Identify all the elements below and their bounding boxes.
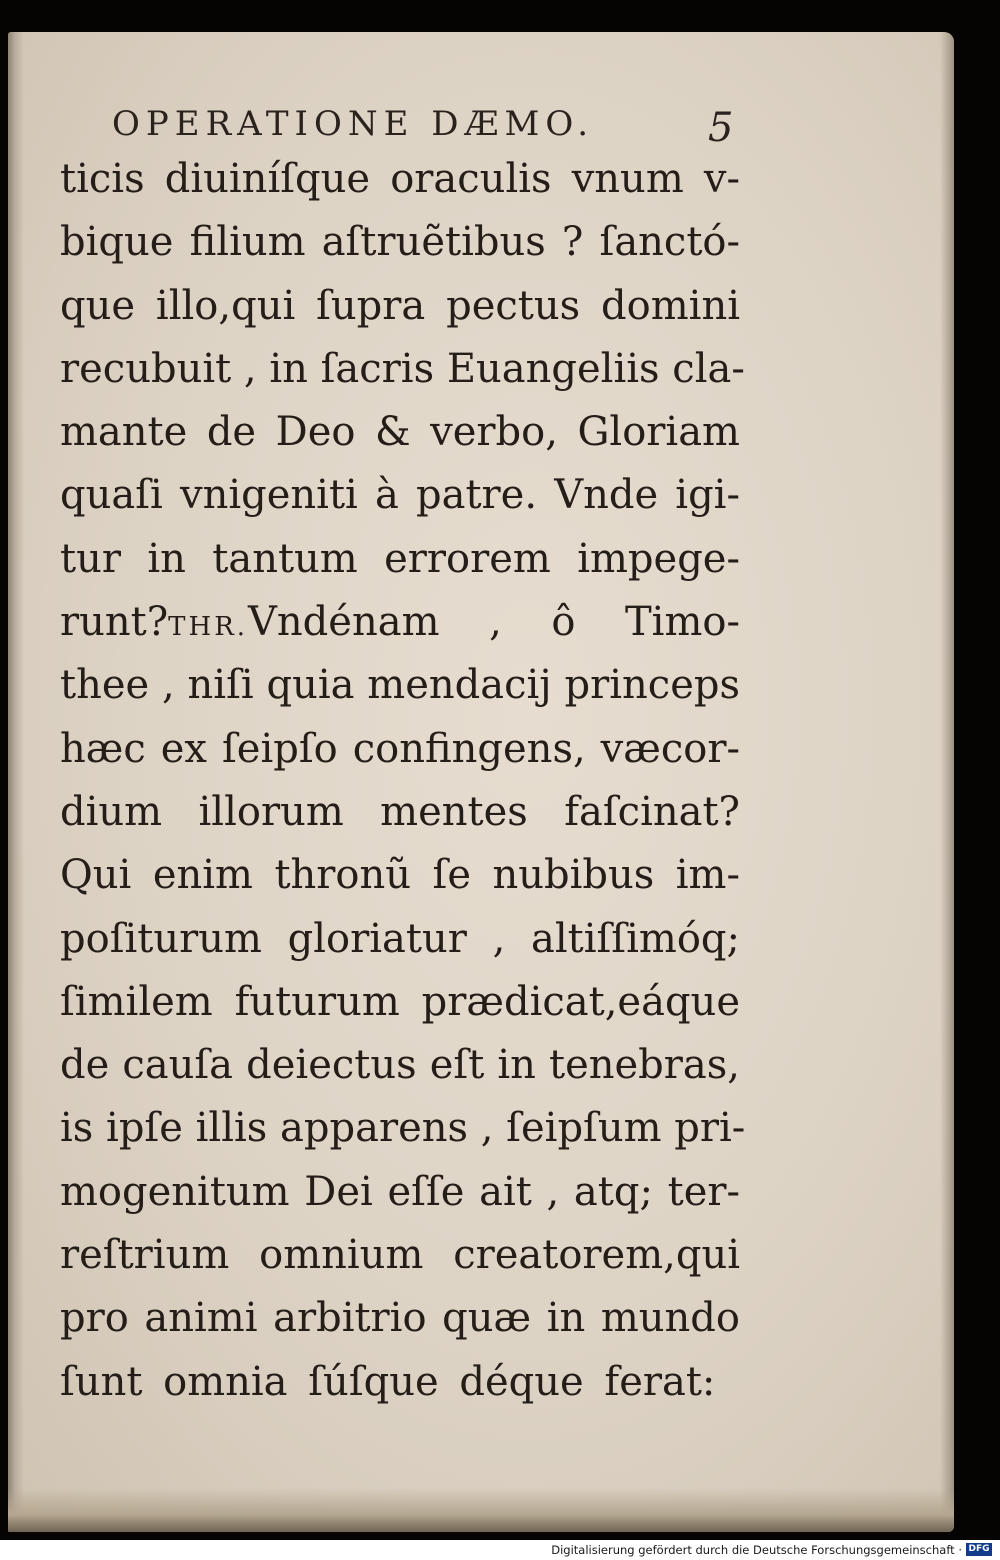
text-line: mogenitum Dei eſſe ait , atq; ter- bbox=[60, 1168, 740, 1215]
page-bottom-shadow bbox=[8, 1488, 954, 1532]
text-line: reſtrium omnium creatorem,qui bbox=[60, 1232, 740, 1279]
text-line: ticis diuiníſque oraculis vnum v- bbox=[60, 156, 740, 202]
text-line: de cauſa deiectus eſt in tenebras, bbox=[60, 1042, 740, 1089]
text-line: ſimilem futurum prædicat,eáque bbox=[60, 978, 740, 1025]
text-line-speaker bbox=[60, 591, 740, 654]
text-line: hæc ex ſeipſo confingens, væcor- bbox=[60, 725, 740, 772]
text-line: bique filium aſtruẽtibus ? ſanctó- bbox=[60, 219, 740, 266]
text-line: quaſi vnigeniti à patre. Vnde igi- bbox=[60, 472, 740, 519]
text-line: Qui enim thronũ ſe nubibus im- bbox=[60, 852, 740, 899]
text-line: pro animi arbitrio quæ in mundo bbox=[60, 1295, 740, 1342]
text-line: is ipſe illis apparens , ſeipſum pri- bbox=[60, 1105, 746, 1152]
text-line: ſunt omnia ſúſque déque ferat: bbox=[60, 1358, 716, 1405]
text-fragment: runt? bbox=[60, 599, 169, 646]
running-head-title: OPERATIONE DÆMO. bbox=[112, 104, 595, 144]
text-line: tur in tantum errorem impege- bbox=[60, 535, 740, 582]
funding-credit: Digitalisierung gefördert durch die Deutsche Forschungsgemeinschaft · bbox=[551, 1543, 962, 1557]
page-number: 5 bbox=[708, 105, 734, 151]
speaker-label: THR. bbox=[168, 612, 249, 643]
text-line: thee , niſi quia mendacij princeps bbox=[60, 662, 740, 709]
dfg-logo-icon: DFG bbox=[966, 1543, 992, 1556]
body-text bbox=[60, 148, 746, 1414]
text-fragment: Vndénam , ô Timo- bbox=[248, 599, 740, 646]
footer-bar bbox=[0, 1540, 1000, 1560]
page-gutter-shadow bbox=[8, 32, 24, 1532]
text-line: que illo,qui ſupra pectus domini bbox=[60, 282, 740, 329]
text-line: recubuit , in ſacris Euangeliis cla- bbox=[60, 345, 745, 392]
page-edge-shadow bbox=[940, 32, 954, 1532]
text-line: mante de Deo & verbo, Gloriam bbox=[60, 409, 740, 456]
running-head bbox=[112, 96, 752, 152]
text-line: poſiturum gloriatur , altiſſimóq; bbox=[60, 915, 740, 962]
text-line: dium illorum mentes faſcinat? bbox=[60, 788, 740, 835]
